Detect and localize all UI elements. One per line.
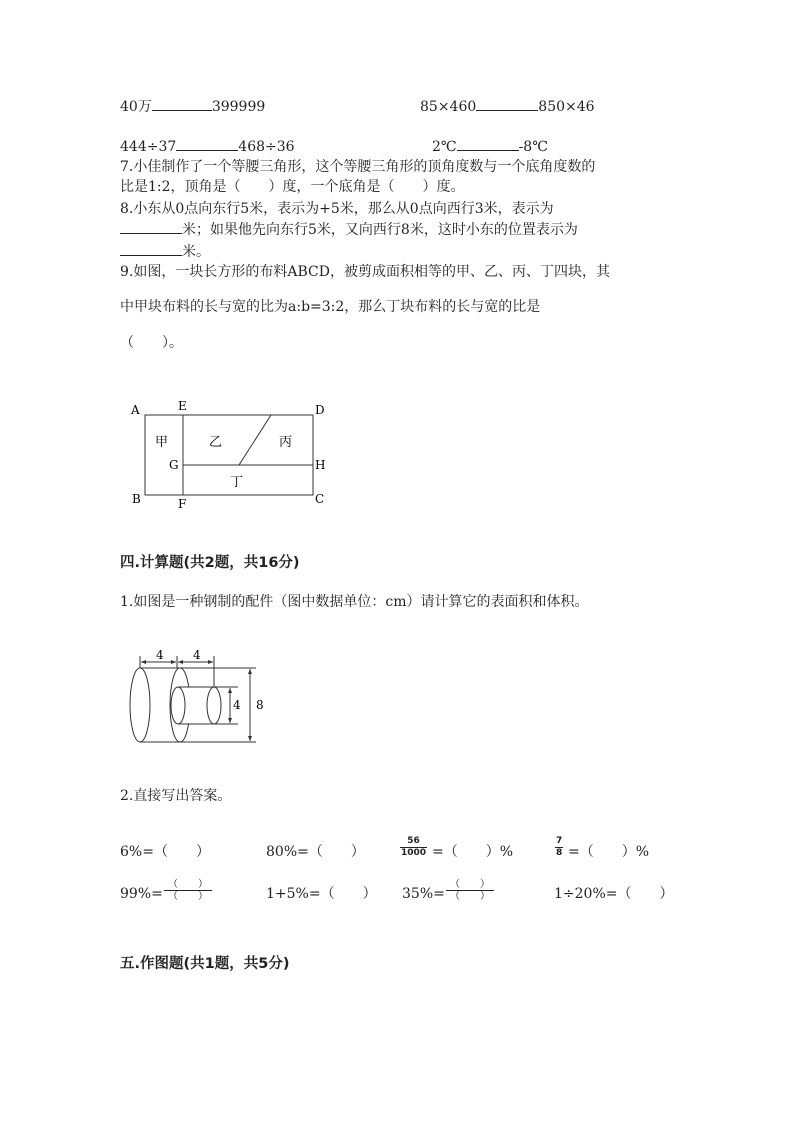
outline-abcd [145, 415, 313, 495]
q9-line2: 中甲块布料的长与宽的比为a:b=3:2，那么丁块布料的长与宽的比是 [120, 299, 541, 315]
label-g: G [169, 458, 179, 472]
compare-item: 444÷37 [120, 139, 177, 155]
calc-r1c3: =（ ）% [432, 844, 514, 860]
fraction-56-1000 [400, 836, 427, 859]
small-cylinder-back [171, 687, 185, 724]
q8-line3-text: 米。 [182, 244, 210, 260]
fraction-denominator: 1000 [401, 848, 427, 858]
answer-blank[interactable] [176, 136, 238, 151]
compare-item: 2℃ [432, 139, 457, 155]
calc-r2c2: 1+5%=（ ） [266, 886, 377, 902]
calc-r1c1: 6%=（ ） [120, 844, 210, 860]
calc-r2c4: 1÷20%=（ ） [554, 886, 674, 902]
section4-q1: 1.如图是一种钢制的配件（图中数据单位：cm）请计算它的表面积和体积。 [120, 594, 589, 610]
label-h: H [315, 458, 326, 472]
arrowhead [248, 736, 252, 741]
fraction-numerator: 56 [400, 836, 427, 848]
section4-q2: 2.直接写出答案。 [120, 788, 232, 804]
fraction-denominator-blank[interactable]: （ ） [168, 891, 208, 902]
section4-title: 四.计算题(共2题，共16分) [120, 555, 300, 571]
answer-fraction-box[interactable] [164, 879, 212, 902]
dim-label-outer: 8 [256, 698, 264, 712]
section5-title: 五.作图题(共1题，共5分) [120, 956, 290, 972]
compare-item: 468÷36 [238, 139, 295, 155]
label-c: C [315, 492, 325, 506]
compare-item: 399999 [211, 99, 266, 115]
dim-label-a: 4 [156, 648, 164, 662]
q8-line1: 8.小东从0点向东行5米，表示为+5米，那么从0点向西行3米，表示为 [120, 201, 554, 217]
steel-part-figure [120, 648, 280, 748]
fabric-rectangle-figure [125, 398, 345, 518]
region-ding: 丁 [230, 475, 244, 490]
compare-item: -8℃ [518, 139, 548, 155]
small-cylinder-front [207, 687, 221, 724]
arrowhead [208, 660, 213, 664]
calc-r2c3: 35%= [402, 886, 445, 902]
calc-r1c4: =（ ）% [568, 844, 650, 860]
fraction-denominator: 8 [556, 848, 563, 858]
compare-item: 85×460 [420, 99, 477, 115]
answer-blank[interactable] [120, 219, 182, 234]
calc-r1c2: 80%=（ ） [266, 844, 365, 860]
label-b: B [132, 492, 141, 506]
dim-label-b: 4 [193, 648, 201, 662]
arrowhead [228, 718, 232, 723]
fraction-numerator: 7 [556, 836, 563, 846]
arrowhead [228, 688, 232, 693]
q7-line2: 比是1:2，顶角是（ ）度，一个底角是（ ）度。 [120, 179, 465, 195]
label-e: E [178, 399, 187, 413]
fraction-7-8 [555, 836, 563, 859]
region-yi: 乙 [209, 435, 223, 450]
fraction-numerator-blank[interactable]: （ ） [446, 879, 494, 891]
compare-row2-left [120, 136, 295, 157]
compare-row1-right [420, 96, 595, 117]
region-jia: 甲 [155, 435, 169, 450]
label-f: F [178, 497, 187, 511]
compare-row2-right [432, 136, 548, 157]
answer-blank[interactable] [476, 96, 538, 111]
compare-row1-left [120, 96, 265, 117]
answer-blank[interactable] [120, 241, 182, 256]
q8-line2-text: 米；如果他先向东行5米，又向西行8米，这时小东的位置表示为 [182, 222, 578, 238]
answer-blank[interactable] [457, 136, 519, 151]
fraction-numerator-blank[interactable]: （ ） [164, 879, 212, 891]
q9-line3: （ ）。 [120, 335, 183, 351]
label-a: A [131, 403, 140, 417]
arrowhead [178, 660, 183, 664]
diagonal-yi-bing [239, 415, 271, 465]
large-cylinder-back [130, 668, 150, 742]
answer-fraction-box[interactable] [446, 879, 494, 902]
arrowhead [248, 669, 252, 674]
fraction-denominator-blank[interactable]: （ ） [450, 891, 490, 902]
arrowhead [171, 660, 176, 664]
calc-r2c1: 99%= [120, 886, 163, 902]
q8-line2 [120, 219, 578, 240]
compare-item: 40万 [120, 99, 152, 115]
label-d: D [315, 403, 325, 417]
arrowhead [141, 660, 146, 664]
region-bing: 丙 [279, 435, 293, 450]
compare-item: 850×46 [538, 99, 595, 115]
q9-line1: 9.如图，一块长方形的布料ABCD，被剪成面积相等的甲、乙、丙、丁四块，其 [120, 264, 610, 280]
answer-blank[interactable] [152, 96, 212, 111]
dim-label-inner: 4 [233, 698, 241, 712]
q7-line1: 7.小佳制作了一个等腰三角形，这个等腰三角形的顶角度数与一个底角度数的 [120, 159, 596, 175]
q8-line3 [120, 241, 210, 262]
